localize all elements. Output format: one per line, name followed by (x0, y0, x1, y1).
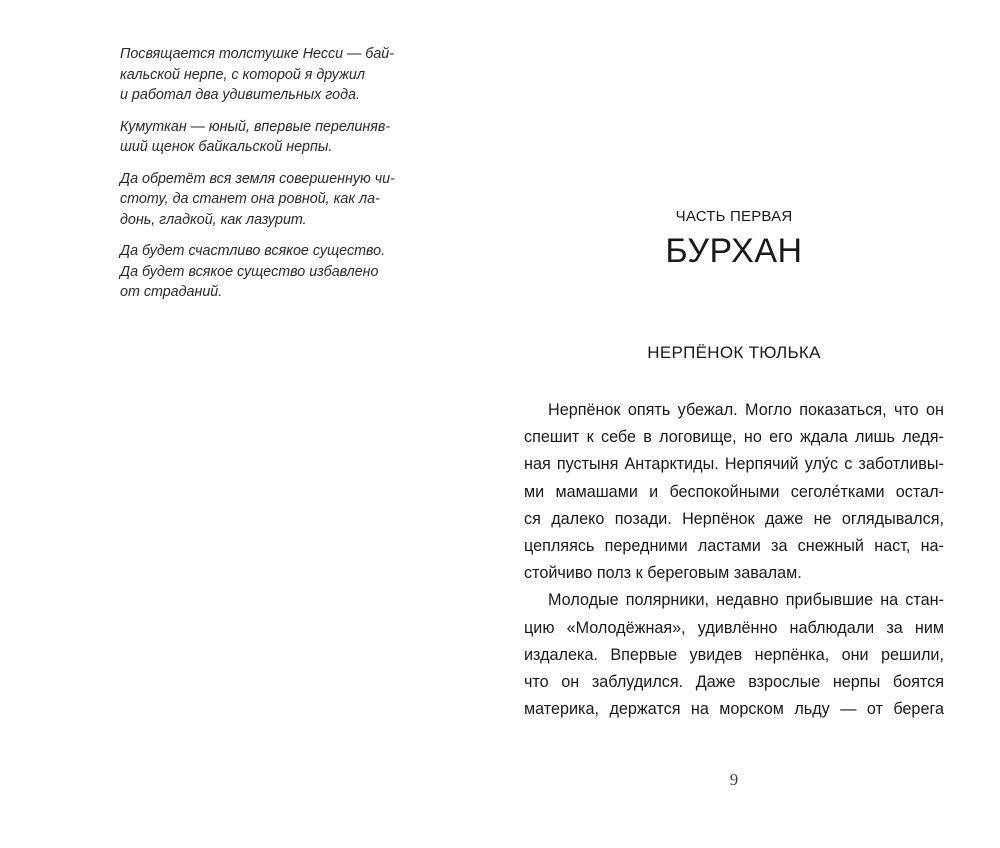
epigraph-line: донь, гладкой, как лазурит. (120, 211, 307, 228)
epigraph-line: от страданий. (120, 284, 223, 300)
body-line: Нерпёнок опять убежал. Могло показаться, что он (548, 401, 944, 419)
epigraph-line: ший щенок байкальской нерпы. (120, 139, 333, 155)
epigraph-line: Да обретёт вся земля совершенную чи- (120, 170, 395, 187)
epigraph-line: Да будет всякое существо избавлено (120, 263, 379, 280)
part-title: БУРХАН (665, 232, 803, 270)
body-line: материка, держатся на морском льду — от берега (524, 700, 944, 719)
body-line: ми мамашами и беспокойными сеголе́тками остал- (524, 482, 944, 501)
epigraph-line: и работал два удивительных года. (120, 87, 360, 103)
epigraph-line: Кумуткан — юный, впервые перелиняв- (120, 118, 391, 135)
left-page (120, 44, 400, 314)
body-text (524, 397, 944, 723)
body-line: стойчиво полз к береговым завалам. (524, 564, 802, 583)
body-line: цепляясь передними ластами за снежный наст, на- (524, 536, 944, 555)
body-line: цию «Молодёжная», удивлённо наблюдали за ним (524, 618, 944, 637)
body-line: спешит к себе в логовище, но его ждала лишь ледя- (524, 428, 944, 447)
epigraph (120, 44, 400, 106)
epigraph-line: Посвящается толстушке Несси — бай- (120, 46, 395, 62)
page-number: 9 (729, 770, 739, 789)
body-line: Молодые полярники, недавно прибывшие на стан- (548, 591, 944, 610)
epigraph (120, 117, 400, 158)
body-line: ся далеко позади. Нерпёнок даже не оглядывался, (524, 509, 944, 528)
body-line: ная пустыня Антарктиды. Нерпячий улу́с с заботливы- (524, 455, 944, 474)
right-page (524, 0, 944, 848)
body-line: издалека. Впервые увидев нерпёнка, они решили, (524, 645, 944, 664)
part-label: ЧАСТЬ ПЕРВАЯ (675, 208, 793, 225)
epigraph (120, 241, 400, 303)
body-line: что он заблудился. Даже взрослые нерпы боятся (524, 672, 944, 691)
epigraph (120, 169, 400, 231)
epigraph-line: кальской нерпе, с которой я дружил (120, 66, 365, 83)
epigraph-line: стоту, да станет она ровной, как ла- (120, 191, 380, 207)
epigraph-line: Да будет счастливо всякое существо. (120, 243, 386, 259)
chapter-title: НЕРПЁНОК ТЮЛЬКА (647, 343, 821, 362)
